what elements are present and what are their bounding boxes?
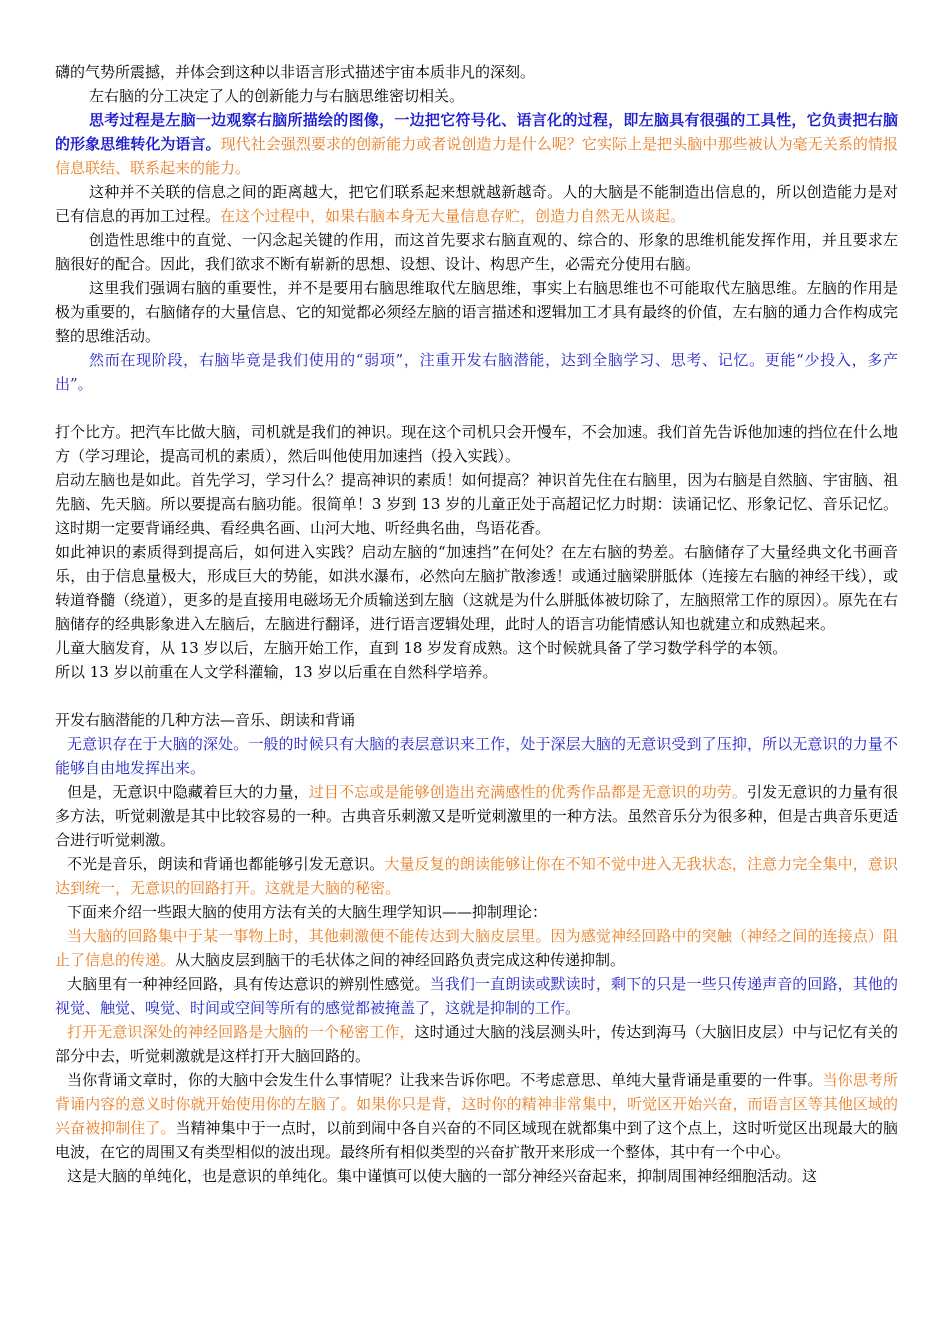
text: 下面来介绍一些跟大脑的使用方法有关的大脑生理学知识——抑制理论： — [67, 903, 548, 921]
text: 创造性思维中的直觉、一闪念起关键的作用，而这首先要求右脑直观的、综合的、形象的思维机能发挥作用，并且要求左脑很好的配合。因此，我们欲求不断有崭新的思想、设想、设计、构思产生，必需充分使用右脑。 — [55, 231, 898, 273]
text: 这里我们强调右脑的重要性，并不是要用右脑思维取代左脑思维，事实上右脑思维也不可能取代左脑思维。左脑的作用是极为重要的，右脑储存的大量信息、它的知觉都必须经左脑的语言描述和逻辑加工才具有最终的价值，左右脑的通力合作构成完整的思维活动。 — [55, 279, 898, 345]
text: 礴的气势所震撼，并体会到这种以非语言形式描述宇宙本质非凡的深刻。 — [55, 63, 536, 81]
paragraph-12 — [55, 660, 898, 684]
highlight-text: 当大脑的回路集中于某一事物上时，其他刺激便不能传达到大脑皮层里。因为感觉神经回路中的突触（神经之间的连接点）阻止了信息的传递。 — [55, 927, 898, 969]
highlight-text: 当你思考所背诵内容的意义时你就开始使用你的左脑了。如果你只是背，这时你的精神非常集中，听觉区开始兴奋，而语言区等其他区域的兴奋被抑制住了。 — [55, 1071, 898, 1137]
text: 所以 13 岁以前重在人文学科灌输，13 岁以后重在自然科学培养。 — [55, 663, 498, 681]
paragraph-1 — [55, 60, 898, 84]
paragraph-14 — [55, 780, 898, 852]
paragraph-21 — [55, 1164, 898, 1188]
blank-line — [55, 684, 898, 708]
paragraph-6 — [55, 276, 898, 348]
text: 这是大脑的单纯化，也是意识的单纯化。集中谨慎可以使大脑的一部分神经兴奋起来，抑制周围神经细胞活动。这 — [67, 1167, 818, 1185]
paragraph-18 — [55, 972, 898, 1020]
paragraph-16 — [55, 900, 898, 924]
paragraph-5 — [55, 228, 898, 276]
paragraph-19 — [55, 1020, 898, 1068]
paragraph-3 — [55, 108, 898, 180]
paragraph-2 — [55, 84, 898, 108]
paragraph-17 — [55, 924, 898, 972]
paragraph-11 — [55, 636, 898, 660]
paragraph-20 — [55, 1068, 898, 1164]
paragraph-10 — [55, 540, 898, 636]
text: 当精神集中于一点时，以前到闹中各自兴奋的不同区域现在就都集中到了这个点上，这时听觉区出现最大的脑电波，在它的周围又有类型相似的波出现。最终所有相似类型的兴奋扩散开来形成一个整体，其中有一个中心。 — [55, 1119, 898, 1161]
section-heading — [55, 708, 898, 732]
text: 如此神识的素质得到提高后，如何进入实践？启动左脑的“加速挡”在何处？在左右脑的势差。右脑储存了大量经典文化书画音乐，由于信息量极大，形成巨大的势能，如洪水瀑布，必然向左脑扩散渗透！或通过脑梁胼胝体（连接左右脑的神经干线），或转道脊髓（绕道），更多的是直接用电磁场无介质输送到左脑（这就是为什么胼胝体被切除了，左脑照常工作的原因）。原先在右脑储存的经典影象进入左脑后，左脑进行翻译，进行语言逻辑处理，此时人的语言功能情感认知也就建立和成熟起来。 — [55, 543, 898, 633]
paragraph-8 — [55, 420, 898, 468]
text: 儿童大脑发育，从 13 岁以后，左脑开始工作，直到 18 岁发育成熟。这个时候就具备了学习数学科学的本领。 — [55, 639, 788, 657]
heading-text: 开发右脑潜能的几种方法—音乐、朗读和背诵 — [55, 711, 356, 729]
text: 引发无意识的力量有很多方法，听觉刺激是其中比较容易的一种。古典音乐刺激又是听觉刺激里的一种方法。虽然音乐分为很多种，但是古典音乐更适合进行听觉刺激。 — [55, 783, 898, 849]
paragraph-7 — [55, 348, 898, 396]
paragraph-13 — [55, 732, 898, 780]
highlight-text: 现代社会强烈要求的创新能力或者说创造力是什么呢？它实际上是把头脑中那些被认为毫无关系的情报信息联结、联系起来的能力。 — [55, 135, 898, 177]
paragraph-9 — [55, 468, 898, 540]
highlight-text: 无意识存在于大脑的深处。一般的时候只有大脑的表层意识来工作，处于深层大脑的无意识受到了压抑，所以无意识的力量不能够自由地发挥出来。 — [55, 735, 898, 777]
text: 左右脑的分工决定了人的创新能力与右脑思维密切相关。 — [89, 87, 465, 105]
text: 当你背诵文章时，你的大脑中会发生什么事情呢？让我来告诉你吧。不考虑意思、单纯大量背诵是重要的一件事。 — [67, 1071, 823, 1089]
text: 这种并不关联的信息之间的距离越大，把它们联系起来想就越新越奇。人的大脑是不能制造出信息的，所以创造能力是对已有信息的再加工过程。 — [55, 183, 898, 225]
document-page — [55, 60, 898, 1188]
highlight-text: 打开无意识深处的神经回路是大脑的一个秘密工作， — [67, 1023, 415, 1041]
highlight-text: 当我们一直朗读或默读时，剩下的只是一些只传递声音的回路，其他的视觉、触觉、嗅觉、时间或空间等所有的感觉都被掩盖了，这就是抑制的工作。 — [55, 975, 898, 1017]
text: 启动左脑也是如此。首先学习，学习什么？提高神识的素质！如何提高？神识首先住在右脑里，因为右脑是自然脑、宇宙脑、祖先脑、先天脑。所以要提高右脑功能。很简单！3 岁到 13 岁的儿童正处于高超记忆力时期：读诵记忆、形象记忆、音乐记忆。这时期一定要背诵经典、看经典名画、山河大地、听经典名曲，鸟语花香。 — [55, 471, 898, 537]
text: 不光是音乐，朗读和背诵也都能够引发无意识。 — [67, 855, 385, 873]
paragraph-4 — [55, 180, 898, 228]
text: 大脑里有一种神经回路，具有传达意识的辨别性感觉。 — [67, 975, 430, 993]
text: 从大脑皮层到脑干的毛状体之间的神经回路负责完成这种传递抑制。 — [175, 951, 626, 969]
highlight-text: 然而在现阶段，右脑毕竟是我们使用的“弱项”，注重开发右脑潜能，达到全脑学习、思考、记忆。更能“少投入，多产出”。 — [55, 351, 898, 393]
blank-line — [55, 396, 898, 420]
text: 这时通过大脑的浅层测头叶，传达到海马（大脑旧皮层）中与记忆有关的部分中去，听觉刺激就是这样打开大脑回路的。 — [55, 1023, 898, 1065]
text: 打个比方。把汽车比做大脑，司机就是我们的神识。现在这个司机只会开慢车，不会加速。我们首先告诉他加速的挡位在什么地方（学习理论，提高司机的素质），然后叫他使用加速挡（投入实践）。 — [55, 423, 898, 465]
emphasis-text: 思考过程是左脑一边观察右脑所描绘的图像，一边把它符号化、语言化的过程，即左脑具有很强的工具性，它负责把右脑的形象思维转化为语言。 — [55, 111, 898, 153]
paragraph-15 — [55, 852, 898, 900]
highlight-text: 在这个过程中，如果右脑本身无大量信息存贮，创造力自然无从谈起。 — [220, 207, 686, 225]
text: 但是，无意识中隐藏着巨大的力量， — [67, 783, 309, 801]
highlight-text: 大量反复的朗读能够让你在不知不觉中进入无我状态，注意力完全集中，意识达到统一，无意识的回路打开。这就是大脑的秘密。 — [55, 855, 898, 897]
highlight-text: 过目不忘或是能够创造出充满感性的优秀作品都是无意识的功劳。 — [308, 783, 747, 801]
